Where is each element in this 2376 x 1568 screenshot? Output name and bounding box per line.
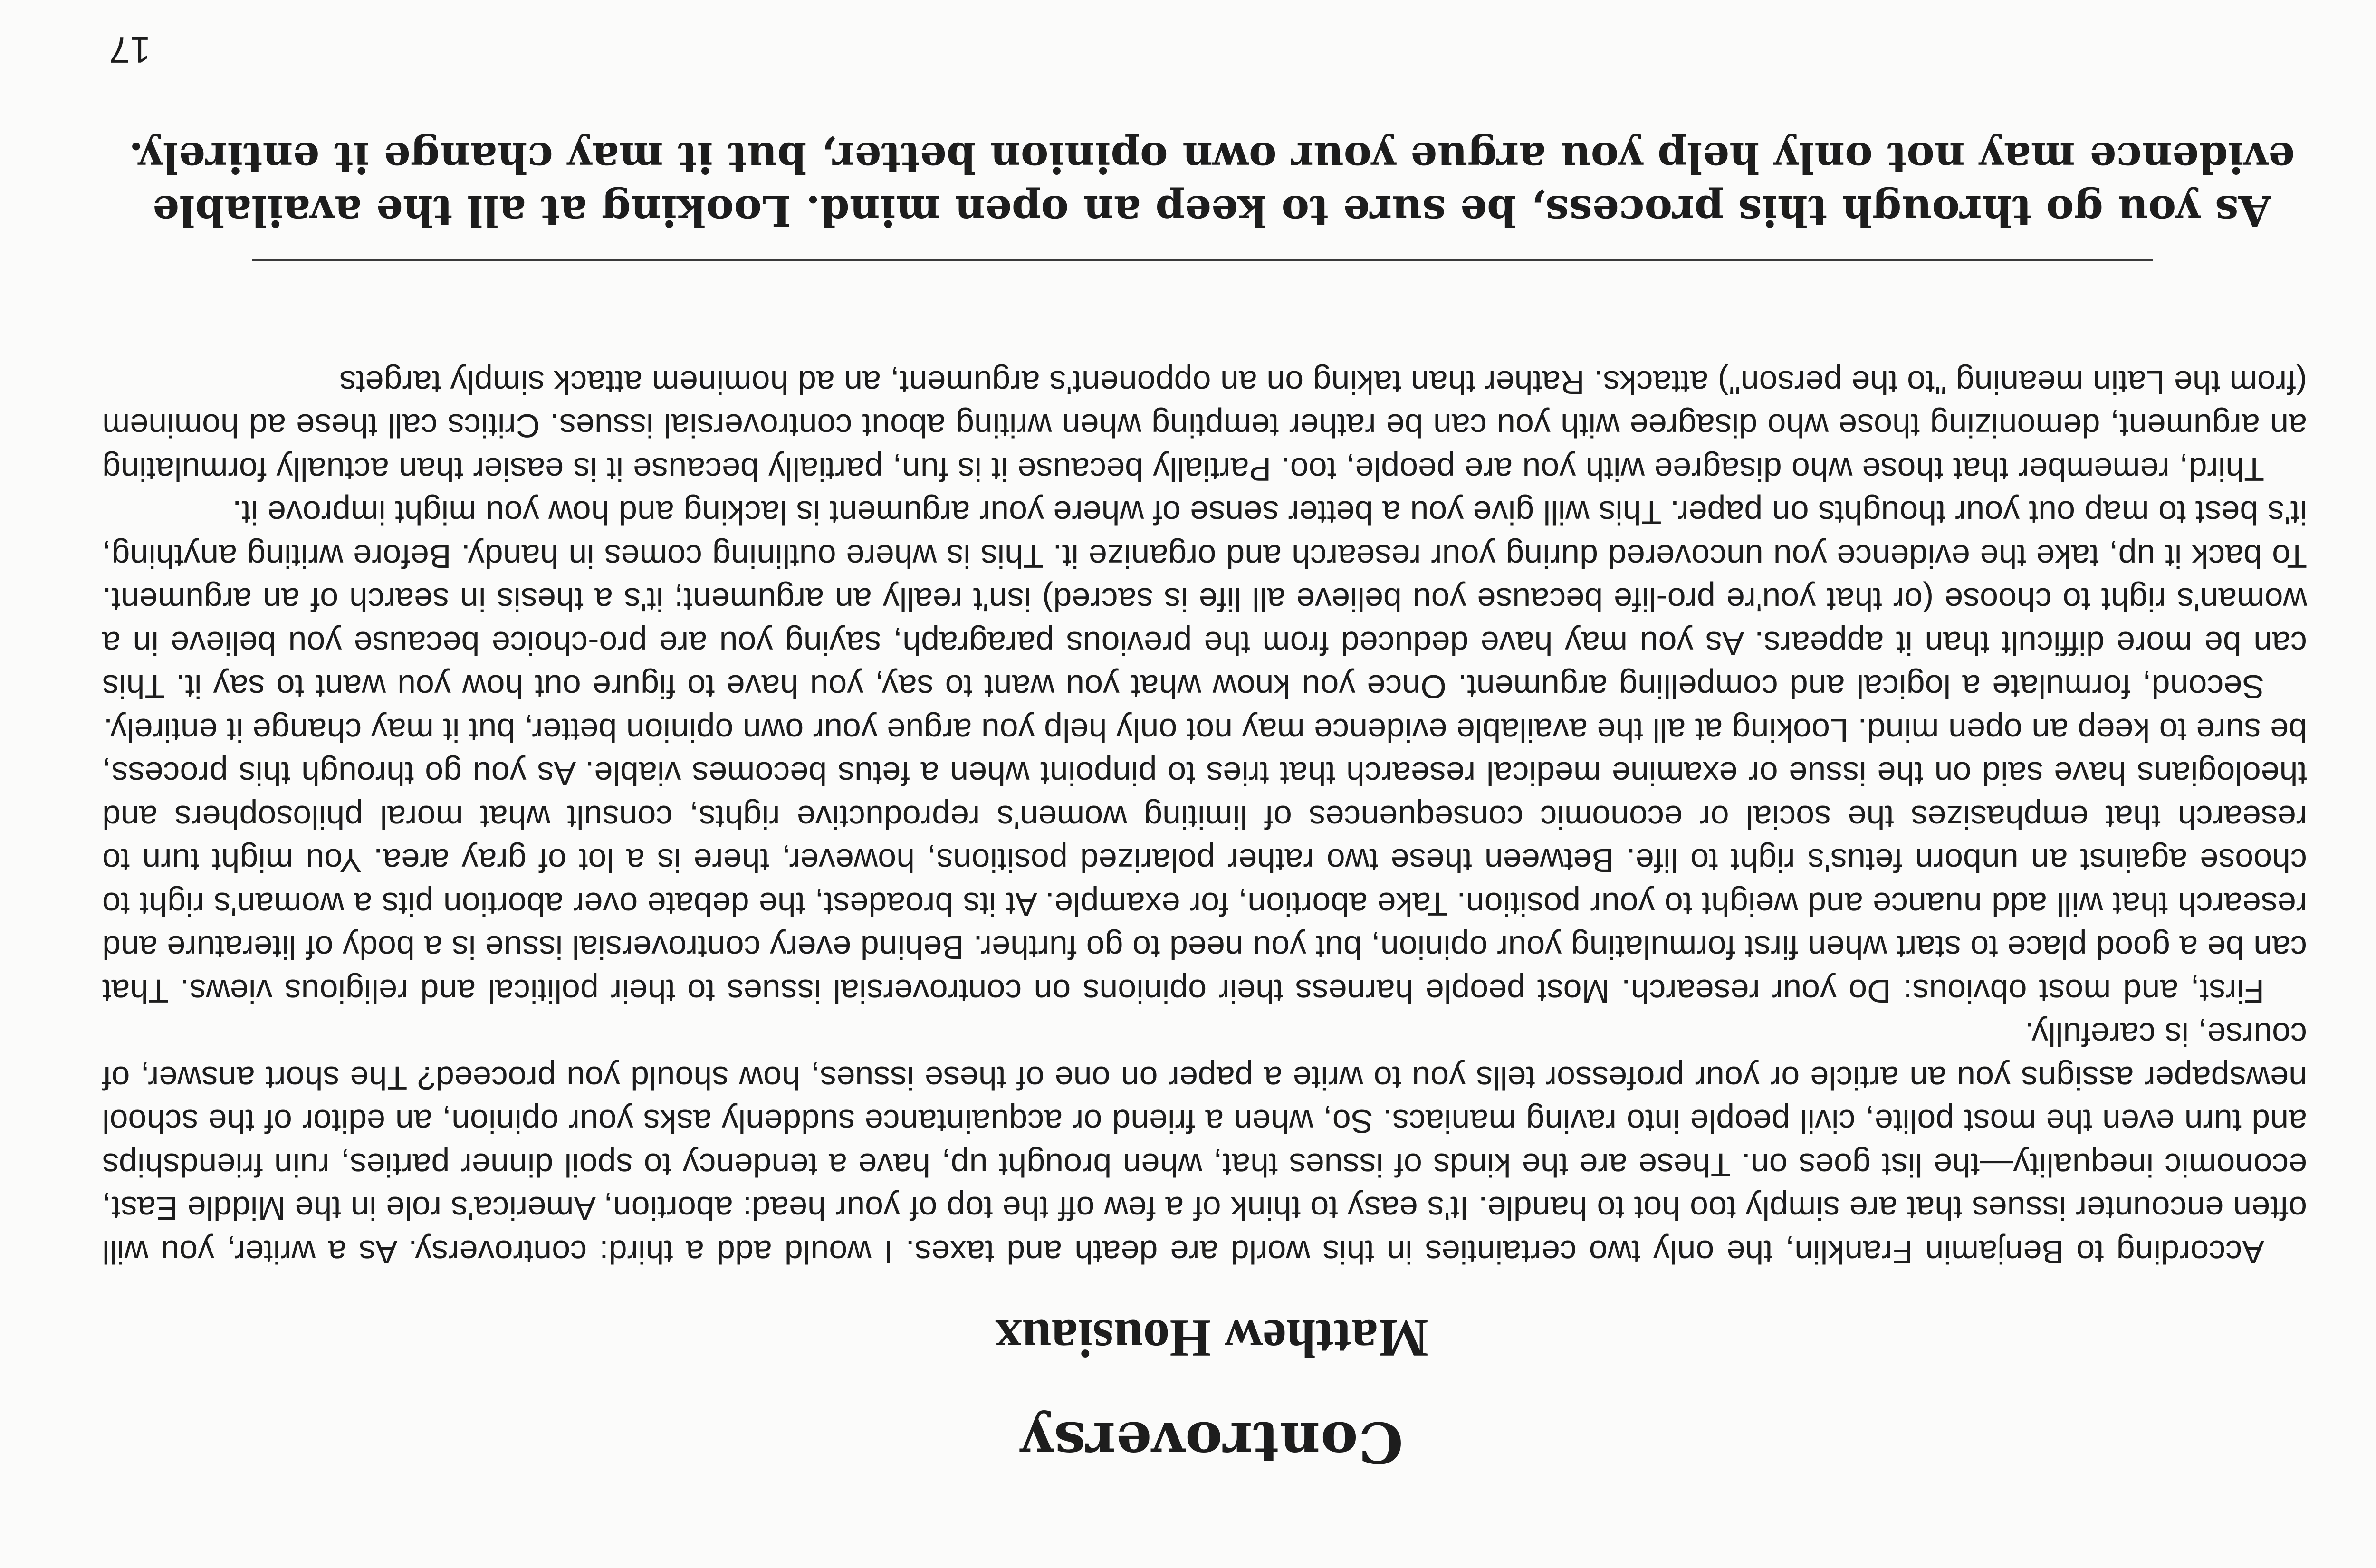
pullquote: As you go through this process, be sure to keep an open mind. Looking at all the available evidence may not only help you argue your own opinion better, but it may change it entirely. [128,133,2295,236]
author-name: Matthew Housiaux [995,1309,1428,1367]
page-number: 17 [109,29,151,71]
paragraph-research: First, and most obvious: Do your research. Most people harness their opinions on controversial issues to their political and religious views. That can be a good place to start when first formulating your opinion, but you need to go further. Behind every controversial issue is a body of literature and research that will add nuance and weight to your position. Take abortion, for example. At its broadest, the debate over abortion pits a woman's right to choose against an unborn fetus's right to life. Between these two rather polarized positions, however, there is a lot of gray area. You might turn to research that emphasizes the social or economic consequences of limiting women's reproductive rights, consult what moral philosophers and theologians have said on the issue or examine medical research that tries to pinpoint when a fetus becomes viable. As you go through this process, be sure to keep an open mind. Looking at all the available evidence may not only help you argue your own opinion better, but it may change it entirely. [102,712,2307,1010]
paragraph-intro: According to Benjamin Franklin, the only two certainties in this world are death and taxes. I would add a third: controversy. As a writer, you will often encounter issues that are simply too hot to handle. It's easy to think of a few off the top of your head: abortion, America's role in the Middle East, economic inequality—the list goes on. These are the kinds of issues that, when brought up, have a tendency to spoil dinner parties, ruin friendships and turn even the most polite, civil people into raving maniacs. So, when a friend or acquaintance suddenly asks your opinion, an editor of the school newspaper assigns you an article or your professor tells you to write a paper on one of these issues, how should you proceed? The short answer, of course, is carefully. [102,1016,2307,1271]
pullquote-divider [252,259,2153,261]
paragraph-respect: Third, remember that those who disagree with you are people, too. Partially because it is fun, partially because it is easier than actually formulating an argument, demonizing those who disagree with you can be rather tempting when writing about controversial issues. Critics call these ad hominem (from the Latin meaning "to the person") attacks. Rather than taking on an opponent's argument, an ad hominem attack simply targets [102,364,2307,488]
article-body [102,361,2307,1274]
paragraph-argument: Second, formulate a logical and compelling argument. Once you know what you want to say, you have to figure out how you want to say it. This can be more difficult than it appears. As you may have deduced from the previous paragraph, saying you are pro-choice because you believe in a woman's right to choose (or that you're pro-life because you believe all life is sacred) isn't really an argument; it's a thesis in search of an argument. To back it up, take the evidence you uncovered during your research and organize it. This is where outlining comes in handy. Before writing anything, it's best to map out your thoughts on paper. This will give you a better sense of where your argument is lacking and how you might improve it. [102,494,2307,706]
article-title: Controversy [1020,1409,1403,1475]
